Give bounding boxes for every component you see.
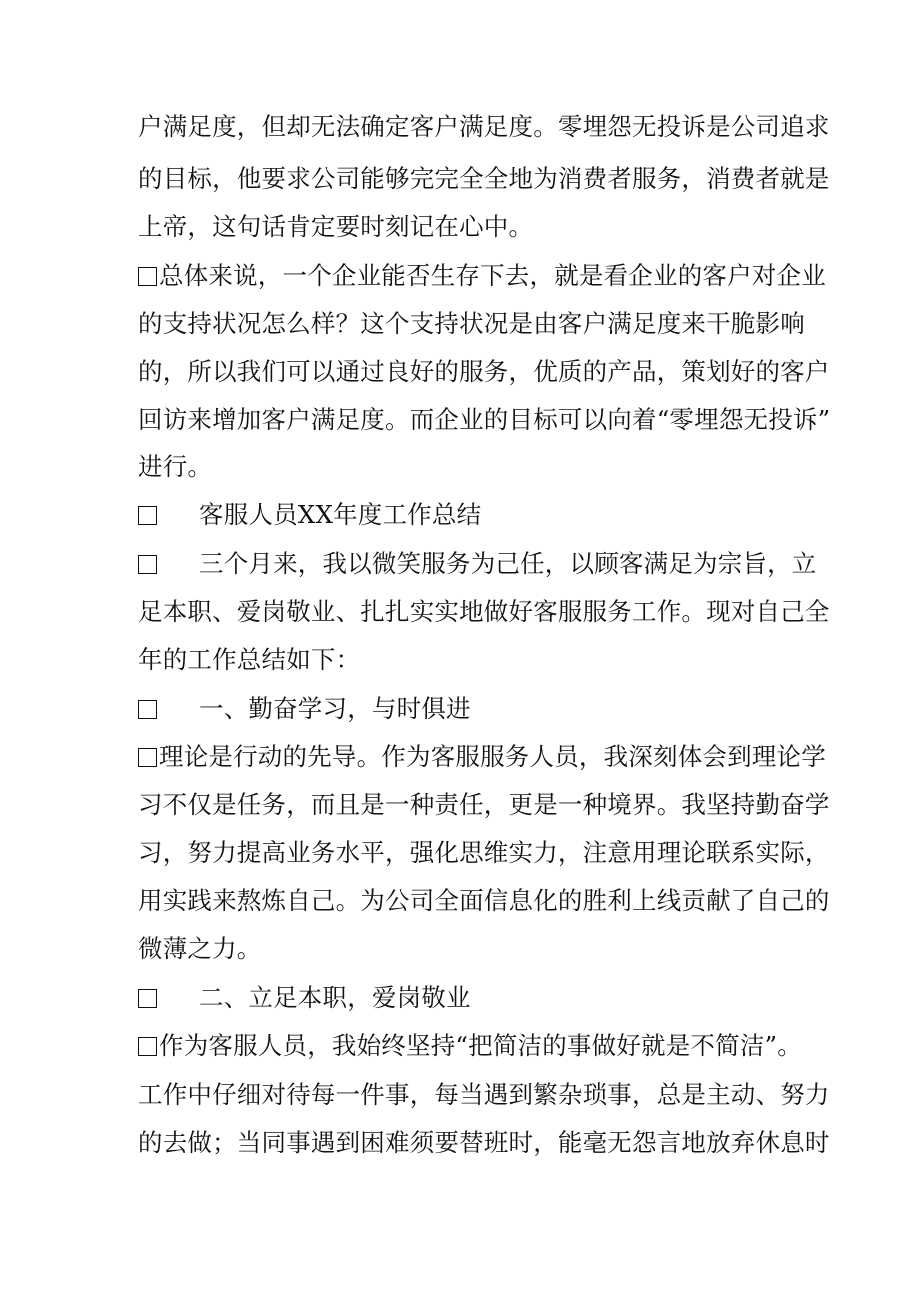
paragraph-line: 微薄之力。 — [138, 934, 262, 963]
paragraph-line: 的，所以我们可以通过良好的服务，优质的产品，策划好的客户 — [138, 357, 830, 386]
paragraph-line: 年的工作总结如下： — [138, 645, 361, 674]
checkbox-square-icon — [138, 748, 157, 767]
checkbox-square-icon — [138, 989, 157, 1008]
paragraph-line: 足本职、爱岗敬业、扎扎实实地做好客服服务工作。现对自己全 — [138, 597, 830, 626]
paragraph-line: 的目标，他要求公司能够完完全全地为消费者服务，消费者就是 — [138, 164, 830, 193]
paragraph-line: 进行。 — [138, 452, 213, 481]
checkbox-square-icon — [138, 1037, 157, 1056]
section-heading: 二、立足本职，爱岗敬业 — [138, 974, 788, 1022]
paragraph-line: 的去做；当同事遇到困难须要替班时，能毫无怨言地放弃休息时 — [138, 1128, 830, 1157]
paragraph-line: 工作中仔细对待每一件事，每当遇到繁杂琐事，总是主动、努力 — [138, 1080, 830, 1109]
paragraph-line: 回访来增加客户满足度。而企业的目标可以向着“零埋怨无投诉” — [138, 405, 831, 434]
paragraph-line: 户满足度，但却无法确定客户满足度。零埋怨无投诉是公司追求 — [138, 112, 830, 141]
paragraph-line: 理论是行动的先导。作为客服服务人员，我深刻体会到理论学 — [138, 733, 788, 781]
paragraph-line: 习，努力提高业务水平，强化思维实力，注意用理论联系实际， — [138, 838, 830, 867]
checkbox-square-icon — [138, 700, 157, 719]
paragraph-line: 的支持状况怎么样？这个支持状况是由客户满足度来干脆影响 — [138, 309, 805, 338]
checkbox-square-icon — [138, 555, 157, 574]
paragraph-line: 三个月来，我以微笑服务为己任，以顾客满足为宗旨，立 — [138, 540, 788, 588]
paragraph-line: 作为客服人员，我始终坚持“把简洁的事做好就是不简洁”。 — [138, 1022, 788, 1070]
section-heading: 客服人员XX年度工作总结 — [138, 491, 788, 539]
paragraph-line: 习不仅是任务，而且是一种责任，更是一种境界。我坚持勤奋学 — [138, 790, 830, 819]
paragraph-line: 上帝，这句话肯定要时刻记在心中。 — [138, 212, 534, 241]
paragraph-line: 总体来说，一个企业能否生存下去，就是看企业的客户对企业 — [138, 252, 788, 300]
checkbox-square-icon — [138, 267, 157, 286]
paragraph-line: 用实践来熬炼自己。为公司全面信息化的胜利上线贡献了自己的 — [138, 886, 830, 915]
checkbox-square-icon — [138, 506, 157, 525]
section-heading: 一、勤奋学习，与时俱进 — [138, 685, 788, 733]
